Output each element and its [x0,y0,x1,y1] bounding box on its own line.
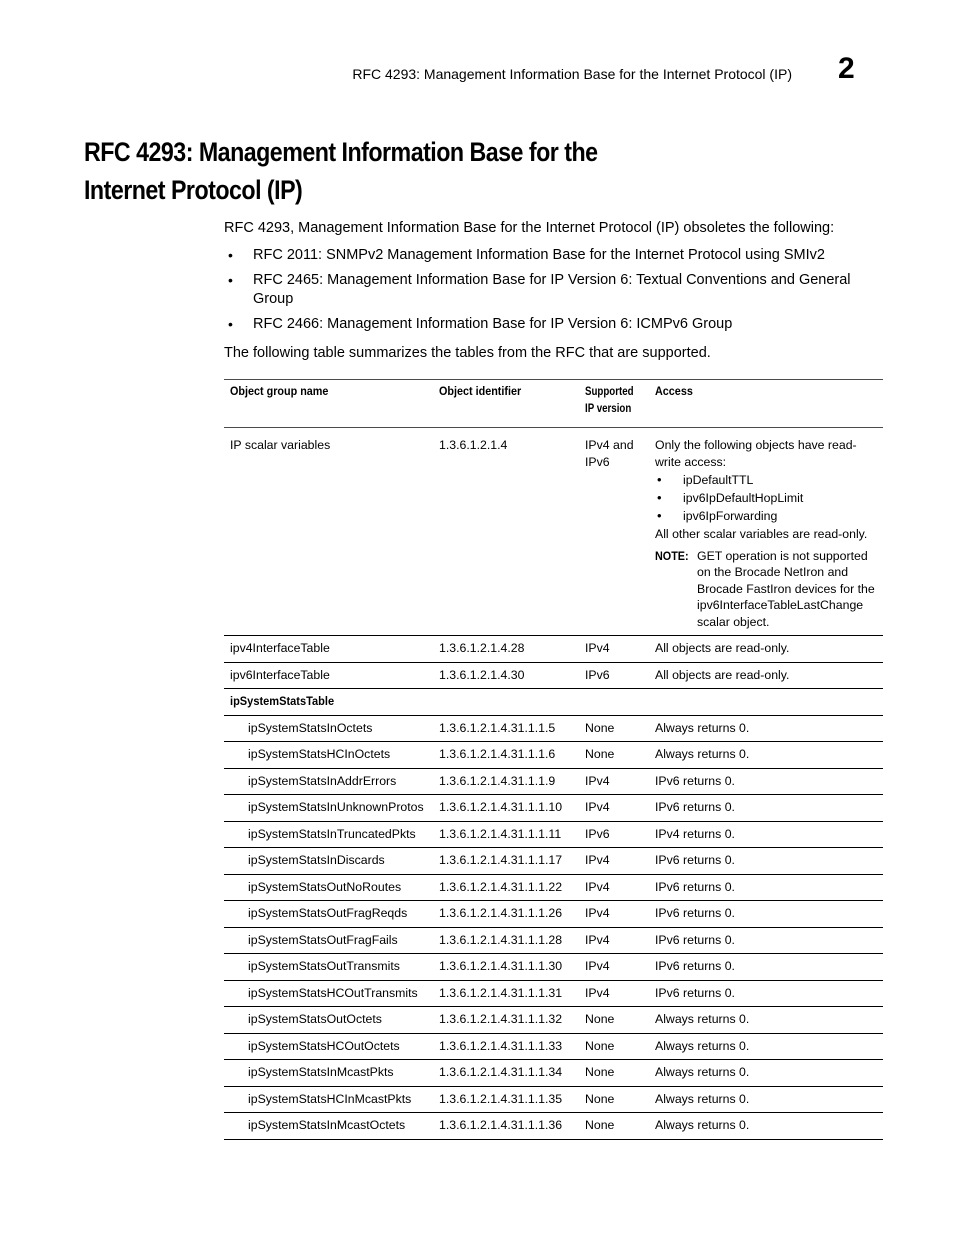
intro-paragraph: RFC 4293, Management Information Base for the Internet Protocol (IP) obsoletes the following: [224,220,835,236]
bullet-icon: • [228,247,233,263]
table-group-row [224,689,883,716]
cell-access: Always returns 0. [649,1113,883,1140]
table-row [224,954,883,981]
access-other: All other scalar variables are read-only. [655,527,868,541]
cell-name: ipSystemStatsInAddrErrors [224,768,433,795]
cell-oid: 1.3.6.1.2.1.4.31.1.1.22 [433,874,579,901]
cell-name: ipSystemStatsInUnknownProtos [224,795,433,822]
cell-name: ipSystemStatsInDiscards [224,848,433,875]
cell-name: ipSystemStatsOutFragReqds [224,901,433,928]
access-intro: Only the following objects have read-write access: [655,438,857,469]
cell-version: IPv4 [579,768,649,795]
cell-oid: 1.3.6.1.2.1.4.31.1.1.31 [433,980,579,1007]
page-title-line-2: Internet Protocol (IP) [84,175,303,205]
supported-tables-table [224,379,883,1140]
cell-name: ipSystemStatsHCInMcastPkts [224,1086,433,1113]
cell-name: ipSystemStatsOutNoRoutes [224,874,433,901]
table-row [224,874,883,901]
cell-name: ipSystemStatsInMcastOctets [224,1113,433,1140]
table-row [224,821,883,848]
table-row [224,662,883,689]
cell-access: Always returns 0. [649,1086,883,1113]
table-row [224,428,883,636]
cell-oid: 1.3.6.1.2.1.4.31.1.1.9 [433,768,579,795]
page-title [84,133,738,209]
cell-name: ipSystemStatsOutFragFails [224,927,433,954]
cell-access: Always returns 0. [649,742,883,769]
list-item [224,315,874,334]
cell-name: ipSystemStatsInOctets [224,715,433,742]
summary-paragraph: The following table summarizes the tables from the RFC that are supported. [224,345,711,361]
table-row [224,715,883,742]
table-row [224,768,883,795]
cell-version: None [579,742,649,769]
cell-version: None [579,1033,649,1060]
table-row [224,636,883,663]
table-row [224,1060,883,1087]
note [655,548,877,631]
cell-oid: 1.3.6.1.2.1.4.31.1.1.34 [433,1060,579,1087]
cell-oid: 1.3.6.1.2.1.4.30 [433,662,579,689]
list-item: • ipv6IpDefaultHopLimit [657,490,804,505]
table-row [224,742,883,769]
page-title-line-1: RFC 4293: Management Information Base for the [84,137,598,167]
cell-access: IPv4 returns 0. [649,821,883,848]
cell-name: ipSystemStatsHCInOctets [224,742,433,769]
group-label: ipSystemStatsTable [224,689,883,716]
cell-access: IPv6 returns 0. [649,848,883,875]
cell-access: IPv6 returns 0. [649,927,883,954]
cell-oid: 1.3.6.1.2.1.4.31.1.1.6 [433,742,579,769]
cell-name: IP scalar variables [224,428,433,636]
cell-version: None [579,1086,649,1113]
list-item [224,271,874,309]
cell-version: IPv4 [579,980,649,1007]
note-label: NOTE: [655,548,689,563]
obsoleted-rfc-list [224,246,874,340]
cell-version: IPv4 [579,901,649,928]
cell-version: None [579,715,649,742]
column-header-oid: Object identifier [439,384,522,398]
running-header: RFC 4293: Management Information Base for the Internet Protocol (IP) [352,66,792,82]
bullet-icon: • [228,316,233,332]
list-item: • ipv6IpForwarding [657,508,778,523]
table-row [224,848,883,875]
cell-oid: 1.3.6.1.2.1.4.31.1.1.36 [433,1113,579,1140]
table-row [224,1113,883,1140]
table-row [224,901,883,928]
cell-access: All objects are read-only. [649,636,883,663]
column-header-access: Access [655,384,693,398]
cell-oid: 1.3.6.1.2.1.4.31.1.1.30 [433,954,579,981]
cell-version: IPv4 and IPv6 [579,428,649,636]
list-item-text: RFC 2011: SNMPv2 Management Information Base for the Internet Protocol using SMIv2 [253,247,825,263]
table-row [224,1033,883,1060]
cell-version: None [579,1113,649,1140]
cell-oid: 1.3.6.1.2.1.4.31.1.1.10 [433,795,579,822]
cell-access: IPv6 returns 0. [649,874,883,901]
cell-oid: 1.3.6.1.2.1.4.31.1.1.26 [433,901,579,928]
cell-name: ipSystemStatsInTruncatedPkts [224,821,433,848]
bullet-icon: • [657,490,662,505]
cell-access: Always returns 0. [649,1033,883,1060]
bullet-icon: • [228,272,233,288]
cell-version: IPv4 [579,954,649,981]
list-item [224,246,874,265]
cell-oid: 1.3.6.1.2.1.4.31.1.1.35 [433,1086,579,1113]
cell-version: IPv6 [579,821,649,848]
cell-version: IPv4 [579,848,649,875]
table-row [224,980,883,1007]
cell-access: IPv6 returns 0. [649,901,883,928]
cell-oid: 1.3.6.1.2.1.4.31.1.1.32 [433,1007,579,1034]
bullet-icon: • [657,472,662,487]
table-row [224,1007,883,1034]
cell-name: ipSystemStatsHCOutTransmits [224,980,433,1007]
cell-version: IPv4 [579,874,649,901]
table-header-row [224,380,883,428]
list-item: • ipDefaultTTL [657,472,754,487]
cell-version: None [579,1007,649,1034]
column-header-name: Object group name [230,384,329,398]
cell-access: IPv6 returns 0. [649,795,883,822]
cell-version: IPv4 [579,795,649,822]
cell-oid: 1.3.6.1.2.1.4.28 [433,636,579,663]
cell-access: Always returns 0. [649,1060,883,1087]
cell-access: All objects are read-only. [649,662,883,689]
column-header-version: Supported IP version [585,384,634,415]
cell-access: IPv6 returns 0. [649,980,883,1007]
cell-version: IPv4 [579,927,649,954]
cell-oid: 1.3.6.1.2.1.4.31.1.1.11 [433,821,579,848]
chapter-number: 2 [838,52,855,85]
cell-name: ipSystemStatsOutTransmits [224,954,433,981]
table-row [224,795,883,822]
cell-name: ipSystemStatsHCOutOctets [224,1033,433,1060]
cell-name: ipSystemStatsOutOctets [224,1007,433,1034]
cell-access: Always returns 0. [649,715,883,742]
cell-oid: 1.3.6.1.2.1.4.31.1.1.5 [433,715,579,742]
note-text: GET operation is not supported on the Brocade NetIron and Brocade FastIron devices for the ipv6InterfaceTableLastChange scalar object. [697,548,875,629]
cell-access [649,428,883,636]
table-row [224,1086,883,1113]
cell-access: Always returns 0. [649,1007,883,1034]
cell-name: ipv6InterfaceTable [224,662,433,689]
cell-access: IPv6 returns 0. [649,954,883,981]
cell-version: None [579,1060,649,1087]
list-item-text: RFC 2465: Management Information Base for IP Version 6: Textual Conventions and General Group [253,272,851,307]
cell-oid: 1.3.6.1.2.1.4.31.1.1.33 [433,1033,579,1060]
table-row [224,927,883,954]
list-item-text: RFC 2466: Management Information Base for IP Version 6: ICMPv6 Group [253,316,733,332]
cell-name: ipSystemStatsInMcastPkts [224,1060,433,1087]
cell-version: IPv4 [579,636,649,663]
cell-oid: 1.3.6.1.2.1.4.31.1.1.28 [433,927,579,954]
cell-oid: 1.3.6.1.2.1.4.31.1.1.17 [433,848,579,875]
read-write-list [655,471,877,525]
cell-version: IPv6 [579,662,649,689]
cell-access: IPv6 returns 0. [649,768,883,795]
cell-oid: 1.3.6.1.2.1.4 [433,428,579,636]
bullet-icon: • [657,508,662,523]
cell-name: ipv4InterfaceTable [224,636,433,663]
